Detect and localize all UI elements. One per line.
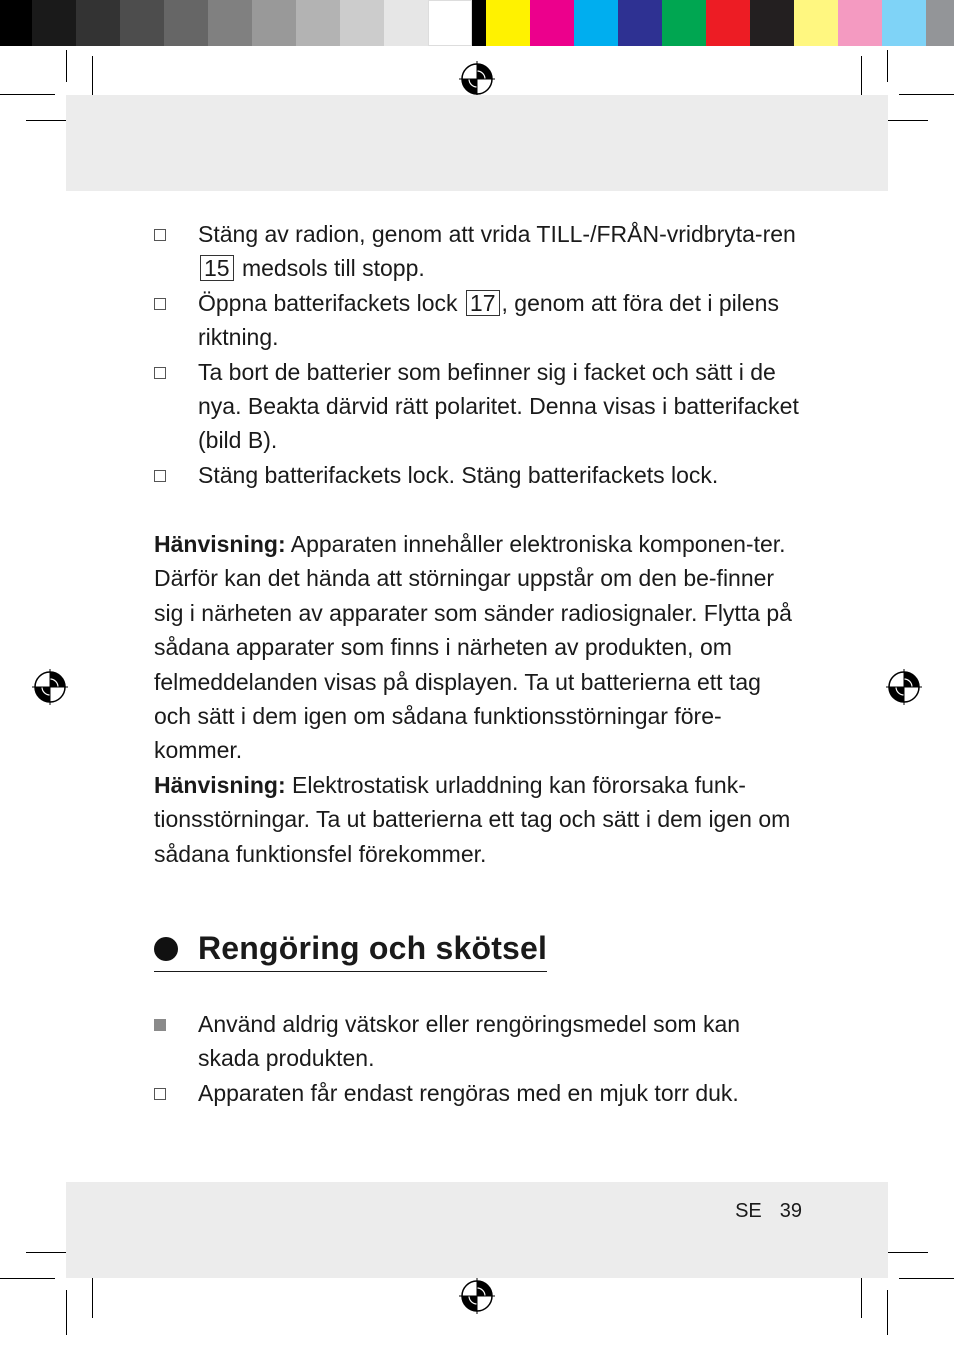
note-paragraph (154, 527, 804, 768)
crop-mark (66, 50, 67, 82)
list-item-text: Använd aldrig vätskor eller rengöringsmedel som kan skada produkten. (198, 1011, 741, 1072)
color-swatch (32, 0, 76, 46)
crop-mark (883, 1252, 928, 1253)
header-band (66, 95, 888, 191)
list-item (154, 355, 804, 458)
checkbox-square-icon (154, 298, 166, 310)
color-swatch (662, 0, 706, 46)
color-swatch (252, 0, 296, 46)
note-label: Hänvisning: (154, 531, 286, 557)
color-calibration-bar (0, 0, 954, 46)
checkbox-square-icon (154, 1088, 166, 1100)
color-swatch (296, 0, 340, 46)
crop-mark (887, 50, 888, 82)
color-swatch (340, 0, 384, 46)
checkbox-square-icon (154, 470, 166, 482)
page-number: 39 (779, 1200, 802, 1222)
color-swatch (706, 0, 750, 46)
footer-band (66, 1182, 888, 1278)
reference-number: 17 (466, 290, 500, 316)
color-swatch (0, 0, 32, 46)
crop-mark (0, 1278, 55, 1279)
crop-mark (66, 1290, 67, 1335)
section-title: Rengöring och skötsel (198, 930, 548, 966)
color-swatch (120, 0, 164, 46)
list-item-text (198, 286, 804, 355)
color-swatch (76, 0, 120, 46)
notes-block (154, 527, 804, 871)
list-item (154, 1007, 804, 1076)
list-item (154, 217, 804, 286)
crop-mark (26, 1252, 71, 1253)
color-swatch (882, 0, 926, 46)
bullet-dot-icon (154, 937, 178, 961)
color-swatch (164, 0, 208, 46)
checkbox-square-icon (154, 229, 166, 241)
crop-mark (899, 94, 954, 95)
filled-square-icon (154, 1019, 166, 1031)
list-item-text (198, 217, 804, 286)
color-swatch (530, 0, 574, 46)
step-text: Ta bort de batterier som befinner sig i facket och sätt i de nya. Beakta därvid rätt polaritet. Denna visas i batterifacket (bild B). (198, 358, 799, 454)
step-text: Stäng av radion, genom att vrida TILL-/FRÅN-vridbryta-ren (198, 221, 796, 247)
list-item (154, 286, 804, 355)
page-footer (735, 1200, 802, 1223)
step-text: Öppna batterifackets lock (198, 289, 464, 316)
checkbox-square-icon (154, 367, 166, 379)
note-paragraph (154, 768, 804, 871)
crop-mark (92, 56, 93, 100)
crop-mark (899, 1278, 954, 1279)
color-swatch (384, 0, 428, 46)
list-item (154, 1076, 804, 1110)
note-label: Hänvisning: (154, 771, 286, 798)
crop-mark (887, 1290, 888, 1335)
crop-mark (861, 56, 862, 100)
step-text: medsols till stopp. (235, 255, 425, 282)
list-item (154, 458, 804, 492)
color-swatch (486, 0, 530, 46)
color-swatch (838, 0, 882, 46)
color-swatch (208, 0, 252, 46)
steps-list (154, 217, 804, 492)
list-item-text: Apparaten får endast rengöras med en mjuk torr duk. (198, 1079, 739, 1106)
color-swatch (794, 0, 838, 46)
step-text: , genom att föra det i pilens riktning. (198, 289, 779, 351)
color-swatch (472, 0, 486, 46)
registration-mark-icon (886, 669, 922, 705)
color-swatch (574, 0, 618, 46)
registration-mark-icon (459, 61, 495, 97)
color-swatch (618, 0, 662, 46)
note-text: Elektrostatisk urladdning kan förorsaka funk-tionsstörningar. Ta ut batterierna ett tag och sätt i dem igen om sådana funktionsfel förekommer. (154, 771, 791, 867)
crop-mark (0, 94, 55, 95)
color-swatch (750, 0, 794, 46)
note-text: Apparaten innehåller elektroniska komponen-ter. Därför kan det hända att störningar uppstår om den be-finner sig i närheten av apparater som sänder radiosignaler. Flytta på sådana apparater som finns i närheten av produkten, om felmeddelanden visas på displayen. Ta ut batterierna ett tag och sätt i dem igen om sådana funktionsstörningar före-kommer. (154, 531, 792, 764)
color-swatch (926, 0, 954, 46)
registration-mark-icon (459, 1278, 495, 1314)
cleaning-list (154, 1007, 804, 1110)
crop-mark (26, 120, 71, 121)
reference-number: 15 (200, 255, 234, 281)
color-swatch (428, 0, 472, 46)
crop-mark (883, 120, 928, 121)
language-code: SE (735, 1200, 762, 1222)
section-heading (154, 930, 547, 972)
step-text: Stäng batterifackets lock. Stäng batterifackets lock. (198, 461, 719, 488)
registration-mark-icon (32, 669, 68, 705)
